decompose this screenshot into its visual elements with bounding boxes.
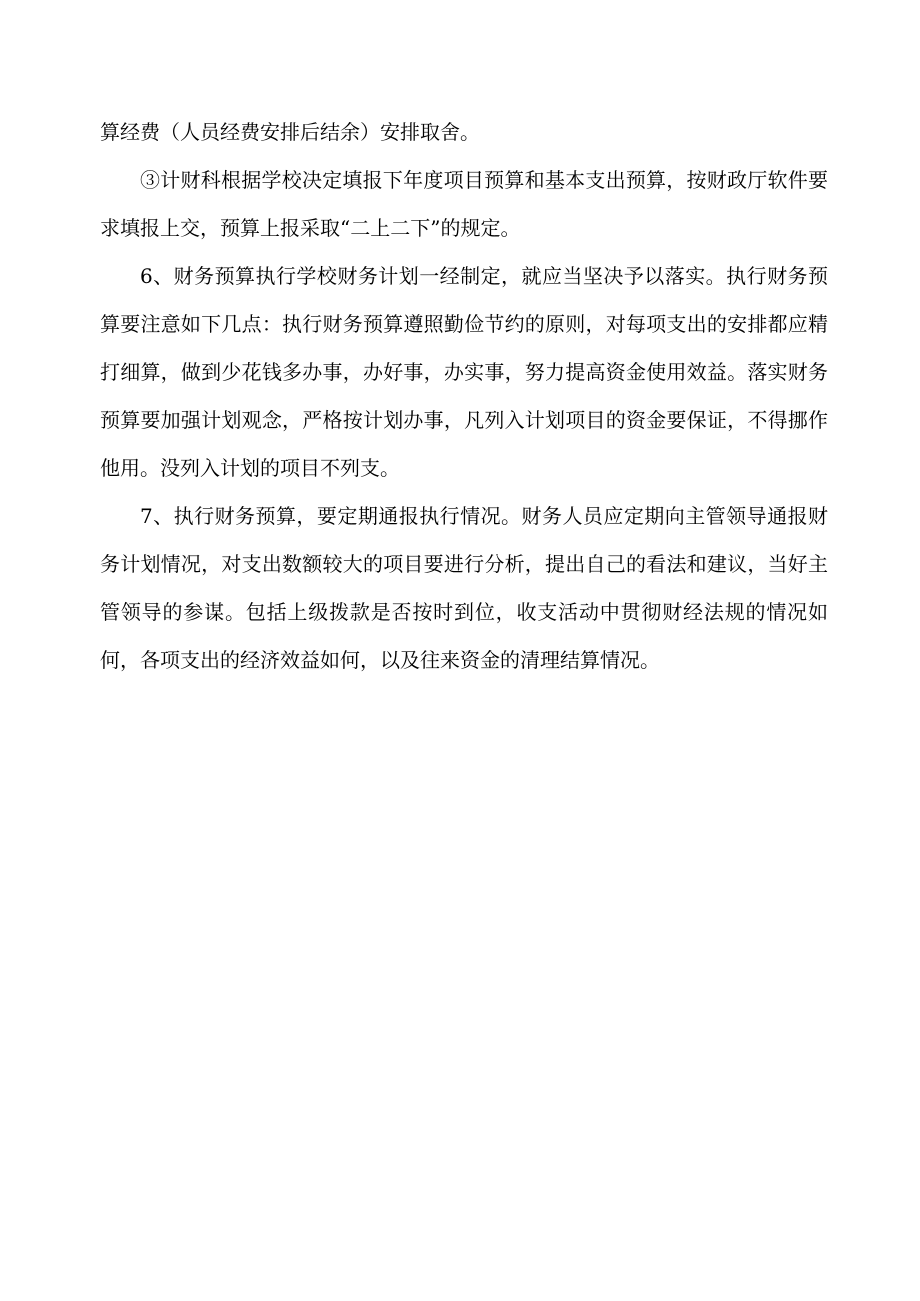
paragraph-continuation: 算经费（人员经费安排后结余）安排取舍。 (100, 120, 480, 144)
paragraph-item-3: ③计财科根据学校决定填报下年度项目预算和基本支出预算，按财政厅软件要求填报上交，预算上报采取“二上二下”的规定。 (100, 168, 828, 240)
paragraph-section-6: 6、财务预算执行学校财务计划一经制定，就应当坚决予以落实。执行财务预算要注意如下几点：执行财务预算遵照勤俭节约的原则，对每项支出的安排都应精打细算，做到少花钱多办事，办好事，办实事，努力提高资金使用效益。落实财务预算要加强计划观念，严格按计划办事，凡列入计划项目的资金要保证，不得挪作他用。没列入计划的项目不列支。 (100, 264, 828, 480)
document-body (100, 108, 828, 684)
paragraph-section-7: 7、执行财务预算，要定期通报执行情况。财务人员应定期向主管领导通报财务计划情况，对支出数额较大的项目要进行分析，提出自己的看法和建议，当好主管领导的参谋。包括上级拨款是否按时到位，收支活动中贯彻财经法规的情况如何，各项支出的经济效益如何，以及往来资金的清理结算情况。 (100, 504, 828, 672)
